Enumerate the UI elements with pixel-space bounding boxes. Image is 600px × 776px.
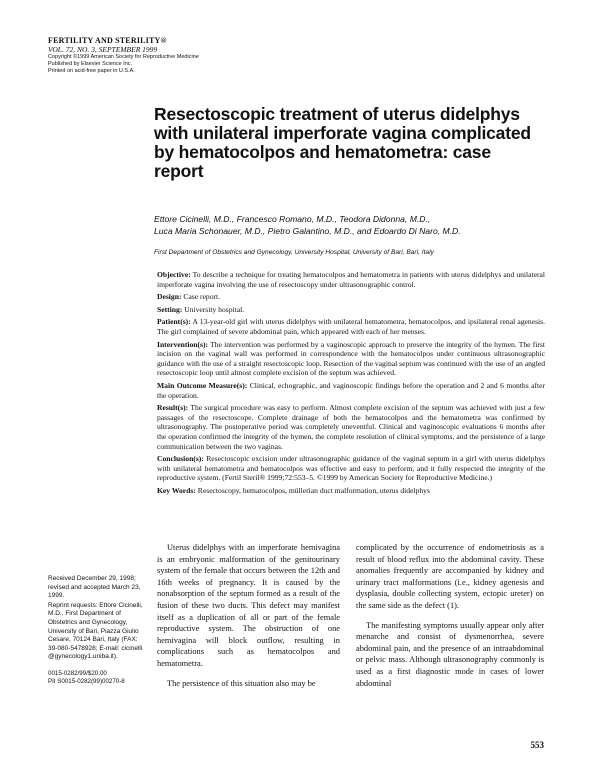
abstract-patients: Patient(s): A 13-year-old girl with uterus didelphys with unilateral hematometra, hematocolpos, and ipsilateral renal agenesis. The girl complained of severe abdominal pain, which appeared with each of her menses. bbox=[157, 317, 545, 336]
abstract-results: Result(s): The surgical procedure was easy to perform. Almost complete excision of the septum was achieved with just a few passages of the resectoscope. Complete drainage of both the hematocolpos and the hematometra was confirmed by ultrasonography. The postoperative period was completely uneventful. Clinical and vaginoscopic evaluations 6 months after the operation confirmed the integrity of the hymen, the complete resolution of clinical symptoms, and the persistence of a large communication between the two vaginas. bbox=[157, 403, 545, 451]
authors-line-2: Luca Maria Schonauer, M.D., Pietro Galantino, M.D., and Edoardo Di Naro, M.D. bbox=[154, 226, 461, 236]
article-codes bbox=[48, 670, 148, 687]
abstract-conclusions: Conclusion(s): Resectoscopic excision under ultrasonographic guidance of the vaginal septum in a girl with uterus didelphys with unilateral hematometra and hematocolpos was effective and easy to perform, and it fully respected the integrity of the reproductive system. (Fertil Steril® 1999;72:553–5. ©1999 by American Society for Reproductive Medicine.) bbox=[157, 454, 545, 483]
abstract-interventions: Intervention(s): The intervention was performed by a vaginoscopic approach to preserve the integrity of the hymen. The first incision on the vaginal wall was performed in correspondence with the hematocolpos under continuous ultrasonographic guidance with the use of a straight resectoscopic loop. Resection of the vaginal septum was continued with the use of an angled resectoscopic loop until almost complete excision of the septum was achieved. bbox=[157, 339, 545, 378]
body-column-left bbox=[157, 542, 340, 689]
page-number: 553 bbox=[530, 740, 544, 750]
abstract-setting: Setting: University hospital. bbox=[157, 304, 245, 314]
price-code: 0015-0282/99/$20.00 bbox=[48, 669, 107, 677]
abstract-objective: Objective: To describe a technique for treating hematocolpos and hematometra in patients with uterus didelphys and unilateral imperforate vagina involving the use of resectoscopy under ultrasonographic control. bbox=[157, 270, 545, 289]
abstract-keywords: Key Words: Resectoscopy, hematocolpos, müllerian duct malformation, uterus didelphys bbox=[157, 485, 430, 495]
publisher-line: Published by Elsevier Science Inc. bbox=[48, 61, 133, 67]
body-paragraph: Uterus didelphys with an imperforate hemivagina is an embryonic malformation of the genitourinary system of the female that occurs between the 12th and 16th weeks of pregnancy. It is caused by the nonabsorption of the septum formed as a result of the fusion of these two ducts. This defect may manifest itself as a duplication of all or part of the female reproductive system. The obstruction of one hemivagina will block outflow, resulting in complications such as hematocolpos and hematometra. bbox=[157, 543, 340, 668]
reprint-requests: Reprint requests: Ettore Cicinelli, M.D., First Department of Obstetrics and Gynecology, University of Bari, Piazza Giulio Cesare, 70124 Bari, Italy (FAX: 39-080-5478928; E-mail: cicinelli @gynecology1.uniba.it). bbox=[48, 601, 143, 661]
body-paragraph: The manifesting symptoms usually appear only after menarche and consist of dysmenorrhea, severe abdominal pain, and the presence of an intraabdominal or pelvic mass. Although ultrasonography commonly is used as a first diagnostic mode in cases of lower abdominal bbox=[356, 620, 544, 688]
copyright-line: Copyright ©1999 American Society for Reproductive Medicine bbox=[48, 54, 199, 60]
journal-volume: VOL. 72, NO. 3, SEPTEMBER 1999 bbox=[48, 45, 158, 54]
abstract bbox=[157, 270, 545, 498]
affiliation: First Department of Obstetrics and Gynecology, University Hospital, University of Bari, Bari, Italy bbox=[154, 249, 434, 256]
body-paragraph: The persistence of this situation also may be bbox=[167, 678, 316, 688]
authors-line-1: Ettore Cicinelli, M.D., Francesco Romano, M.D., Teodora Didonna, M.D., bbox=[154, 214, 431, 224]
article-title: Resectoscopic treatment of uterus didelphys with unilateral imperforate vagina complicated by hematocolpos and hematometra: case report bbox=[154, 104, 531, 181]
author-list bbox=[154, 213, 554, 237]
body-column-right bbox=[356, 542, 544, 689]
abstract-design: Design: Case report. bbox=[157, 292, 221, 302]
received-dates: Received December 29, 1998; revised and accepted March 23, 1999. bbox=[48, 575, 141, 600]
pii-code: PII S0015-0282(99)00270-8 bbox=[48, 678, 125, 686]
article-sidenote bbox=[48, 575, 148, 687]
body-paragraph: complicated by the occurrence of endometriosis as a result of blood reflux into the abdominal cavity. These anomalies frequently are accompanied by kidney and urinary tract malformations (i.e., kidney agenesis and dysplasia, double collecting system, ectopic ureter) on the same side as the defect (1). bbox=[356, 543, 544, 610]
journal-name: FERTILITY AND STERILITY® bbox=[48, 36, 167, 45]
printed-line: Printed on acid-free paper in U.S.A. bbox=[48, 68, 135, 74]
journal-header bbox=[48, 36, 199, 75]
abstract-outcome: Main Outcome Measure(s): Clinical, echographic, and vaginoscopic findings before the operation and 2 and 6 months after the operation. bbox=[157, 380, 545, 400]
